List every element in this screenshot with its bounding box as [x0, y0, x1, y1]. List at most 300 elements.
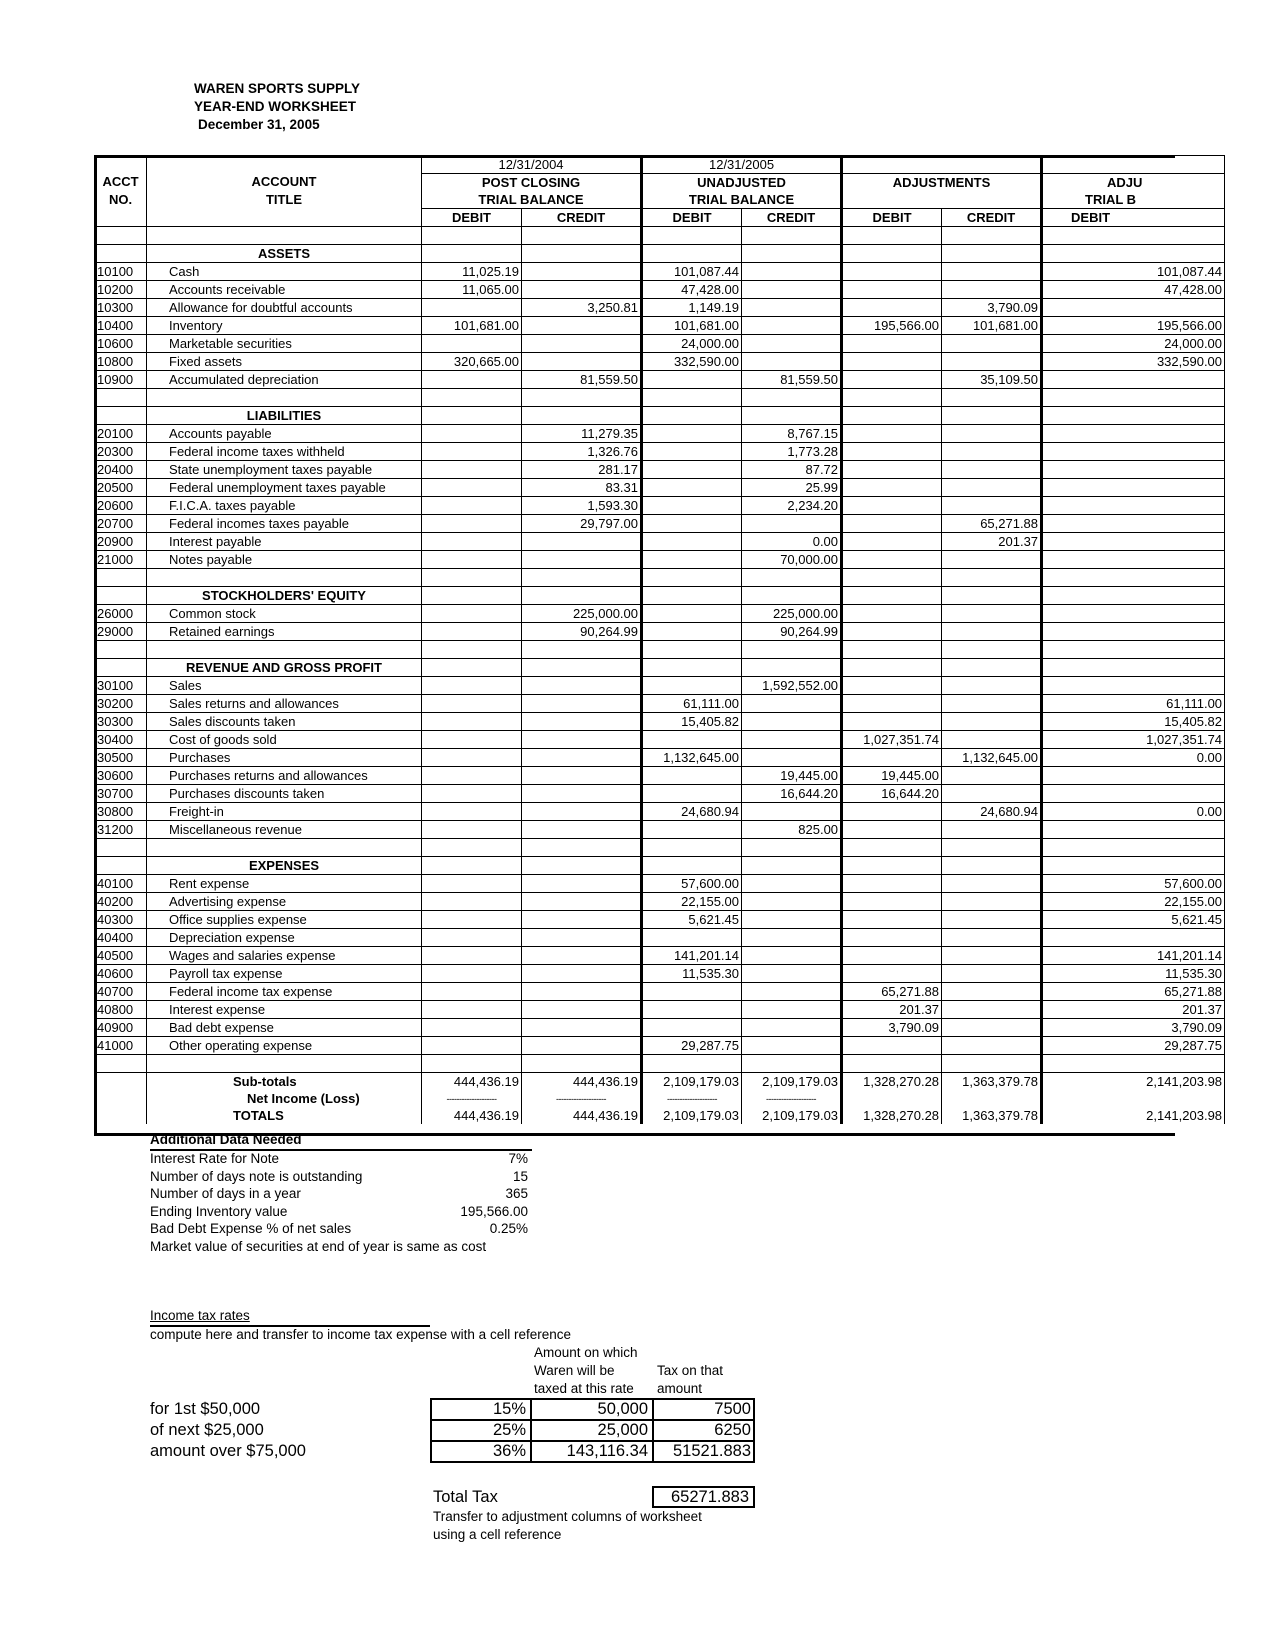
amount-cell-jd: 3,790.09 — [1042, 1019, 1225, 1037]
amount-cell-pcc: 444,436.19 — [522, 1073, 642, 1091]
amount-cell-ac — [942, 659, 1042, 677]
amount-cell-ud — [642, 461, 742, 479]
account-title-cell: Other operating expense — [147, 1037, 422, 1055]
worksheet-row — [95, 839, 1225, 857]
amount-cell-pcd — [422, 335, 522, 353]
amount-cell-ad — [842, 389, 942, 407]
account-title-cell: F.I.C.A. taxes payable — [147, 497, 422, 515]
amount-cell-ac: 35,109.50 — [942, 371, 1042, 389]
additional-data-label: Number of days note is outstanding — [150, 1168, 363, 1184]
amount-cell-uc — [742, 911, 842, 929]
amount-cell-uc: 1,592,552.00 — [742, 677, 842, 695]
worksheet-row — [95, 245, 1225, 263]
acct-no-cell: 30100 — [95, 677, 147, 695]
amount-cell-ac — [942, 929, 1042, 947]
amount-cell-pcc: 444,436.19 — [522, 1107, 642, 1124]
acct-no-cell: 21000 — [95, 551, 147, 569]
amount-cell-jd: 0.00 — [1042, 803, 1225, 821]
amount-cell-ad — [842, 911, 942, 929]
amount-cell-ad — [842, 713, 942, 731]
amount-cell-ud — [642, 407, 742, 425]
worksheet-row — [95, 713, 1225, 731]
amount-cell-ud — [642, 731, 742, 749]
amount-cell-pcd — [422, 659, 522, 677]
amount-cell-ac — [942, 857, 1042, 875]
amount-cell-uc: 0.00 — [742, 533, 842, 551]
amount-cell-ac: 24,680.94 — [942, 803, 1042, 821]
amount-cell-uc: 90,264.99 — [742, 623, 842, 641]
worksheet-row — [95, 1001, 1225, 1019]
amount-cell-pcc — [522, 803, 642, 821]
amount-cell-pcd — [422, 911, 522, 929]
worksheet-row — [95, 335, 1225, 353]
amount-cell-jd — [1042, 569, 1225, 587]
amount-cell-ad — [842, 1037, 942, 1055]
amount-cell-ud — [642, 569, 742, 587]
amount-cell-pcc — [522, 245, 642, 263]
amount-cell-ad — [842, 497, 942, 515]
amount-cell-uc — [742, 857, 842, 875]
worksheet-row — [95, 479, 1225, 497]
amount-cell-ac — [942, 227, 1042, 245]
amount-cell-ud — [642, 497, 742, 515]
amount-cell-pcc — [522, 407, 642, 425]
account-title-cell — [147, 1055, 422, 1073]
account-title-cell: Federal income tax expense — [147, 983, 422, 1001]
acct-no-cell: 31200 — [95, 821, 147, 839]
acct-no-cell: 40300 — [95, 911, 147, 929]
amount-cell-pcc — [522, 785, 642, 803]
amount-cell-ac — [942, 497, 1042, 515]
amount-cell-ac — [942, 983, 1042, 1001]
amount-cell-pcc — [522, 713, 642, 731]
amount-cell-jd — [1042, 659, 1225, 677]
amount-cell-uc: 2,234.20 — [742, 497, 842, 515]
amount-cell-ac — [942, 1019, 1042, 1037]
tax-col-header-2: amount — [657, 1381, 703, 1396]
unadjusted-date: 12/31/2005 — [642, 156, 842, 174]
amount-cell-ac — [942, 461, 1042, 479]
amount-cell-ac — [942, 1001, 1042, 1019]
amount-cell-pcc — [522, 983, 642, 1001]
report-title: YEAR-END WORKSHEET — [194, 99, 357, 114]
account-title-cell: Inventory — [147, 317, 422, 335]
amount-cell-pcc — [522, 569, 642, 587]
amount-cell-jd: 1,027,351.74 — [1042, 731, 1225, 749]
worksheet-row — [95, 533, 1225, 551]
account-title-cell: Accounts receivable — [147, 281, 422, 299]
worksheet-row — [95, 893, 1225, 911]
amount-cell-uc — [742, 749, 842, 767]
amount-cell-ad — [842, 839, 942, 857]
amount-cell-ud: 61,111.00 — [642, 695, 742, 713]
amount-cell-ac — [942, 389, 1042, 407]
amount-cell-ad — [842, 407, 942, 425]
amount-cell-pcc — [522, 911, 642, 929]
amount-cell-uc: 225,000.00 — [742, 605, 842, 623]
amount-cell-pcd — [422, 731, 522, 749]
amount-cell-jd — [1042, 425, 1225, 443]
amount-cell-pcd — [422, 425, 522, 443]
additional-data-value: 195,566.00 — [460, 1203, 528, 1219]
account-title-cell: Purchases — [147, 749, 422, 767]
taxable-amount: 143,116.34 — [566, 1442, 648, 1460]
amount-cell-jd: 15,405.82 — [1042, 713, 1225, 731]
amount-cell-pcc — [522, 227, 642, 245]
acct-no-cell: 29000 — [95, 623, 147, 641]
amount-cell-pcc — [522, 965, 642, 983]
amount-cell-jd — [1042, 515, 1225, 533]
amount-cell-jd — [1042, 641, 1225, 659]
atb-debit-header: DEBIT — [1042, 209, 1225, 227]
amount-cell-ac — [942, 479, 1042, 497]
acct-no-cell — [95, 407, 147, 425]
amount-cell-ad — [842, 299, 942, 317]
amount-cell-ac — [942, 875, 1042, 893]
amount-cell-ad — [842, 533, 942, 551]
amount-cell-ad — [842, 893, 942, 911]
amount-cell-ad — [842, 605, 942, 623]
amount-cell-jd — [1042, 821, 1225, 839]
amount-cell-pcc — [522, 389, 642, 407]
pc-debit-header: DEBIT — [422, 209, 522, 227]
account-title-cell: Accounts payable — [147, 425, 422, 443]
account-title-header-1: ACCOUNT — [147, 174, 422, 192]
account-title-cell: Marketable securities — [147, 335, 422, 353]
acct-no-cell: 20900 — [95, 533, 147, 551]
amount-cell-pcd — [422, 983, 522, 1001]
amount-cell-ud — [642, 677, 742, 695]
amount-cell-jd: 141,201.14 — [1042, 947, 1225, 965]
amount-cell-jd — [1042, 857, 1225, 875]
worksheet-row — [95, 587, 1225, 605]
amount-cell-ud: 11,535.30 — [642, 965, 742, 983]
amount-cell-uc — [742, 407, 842, 425]
amount-cell-uc — [742, 335, 842, 353]
account-title-cell: Purchases returns and allowances — [147, 767, 422, 785]
amount-cell-uc: 19,445.00 — [742, 767, 842, 785]
worksheet-row — [95, 389, 1225, 407]
acct-no-cell: 10200 — [95, 281, 147, 299]
account-title-cell — [147, 569, 422, 587]
worksheet-row — [95, 317, 1225, 335]
amount-cell-pcc: 1,593.30 — [522, 497, 642, 515]
amount-cell-pcc — [522, 767, 642, 785]
amount-cell-pcc — [522, 677, 642, 695]
acct-no-header-2: NO. — [95, 191, 147, 209]
tax-rate: 25% — [492, 1421, 526, 1439]
amount-cell-ud: 5,621.45 — [642, 911, 742, 929]
amount-cell-pcc — [522, 1001, 642, 1019]
amount-cell-pcd — [422, 587, 522, 605]
worksheet-row — [95, 641, 1225, 659]
amount-cell-pcc — [522, 317, 642, 335]
amount-cell-ud — [642, 767, 742, 785]
amount-cell-pcd — [422, 803, 522, 821]
amount-cell-uc — [742, 515, 842, 533]
amount-cell-ad — [842, 569, 942, 587]
additional-data-label: Bad Debt Expense % of net sales — [150, 1221, 352, 1237]
acct-no-cell — [95, 569, 147, 587]
amount-cell-ud: 332,590.00 — [642, 353, 742, 371]
acct-no-cell — [95, 1107, 147, 1124]
amount-cell-uc — [742, 965, 842, 983]
amount-cell-ud — [642, 425, 742, 443]
amount-cell-uc — [742, 389, 842, 407]
acct-no-cell — [95, 641, 147, 659]
acct-no-cell: 40200 — [95, 893, 147, 911]
taxable-amount: 25,000 — [597, 1421, 648, 1439]
amount-cell-uc — [742, 1055, 842, 1073]
amount-cell-pcc — [522, 1037, 642, 1055]
amount-cell-ac — [942, 785, 1042, 803]
amount-cell-pcd — [422, 299, 522, 317]
amount-cell-jd: 47,428.00 — [1042, 281, 1225, 299]
amount-cell-uc: 2,109,179.03 — [742, 1107, 842, 1124]
amount-cell-ad — [842, 353, 942, 371]
acct-no-cell — [95, 659, 147, 677]
amount-cell-uc: -------------------- — [742, 1090, 842, 1107]
amount-cell-ad — [842, 875, 942, 893]
amount-cell-jd — [1042, 1090, 1225, 1107]
amount-col-header-3: taxed at this rate — [534, 1381, 634, 1396]
post-closing-date: 12/31/2004 — [422, 156, 642, 174]
amount-cell-pcd: 11,025.19 — [422, 263, 522, 281]
account-title-cell: Purchases discounts taken — [147, 785, 422, 803]
account-title-cell: Depreciation expense — [147, 929, 422, 947]
amount-cell-pcc — [522, 875, 642, 893]
amount-cell-ad — [842, 929, 942, 947]
amount-cell-ud — [642, 479, 742, 497]
additional-data-value: 0.25% — [489, 1221, 528, 1237]
amount-cell-pcd: 444,436.19 — [422, 1107, 522, 1124]
acct-no-cell: 30500 — [95, 749, 147, 767]
amount-cell-ad: 16,644.20 — [842, 785, 942, 803]
worksheet-row — [95, 461, 1225, 479]
account-title-cell: Accumulated depreciation — [147, 371, 422, 389]
adj-debit-header: DEBIT — [842, 209, 942, 227]
amount-cell-ac — [942, 353, 1042, 371]
amount-cell-pcd — [422, 479, 522, 497]
worksheet-row — [95, 569, 1225, 587]
total-label: Sub-totals — [147, 1073, 422, 1091]
amount-cell-ac — [942, 245, 1042, 263]
amount-cell-ac — [942, 569, 1042, 587]
amount-cell-ac — [942, 1037, 1042, 1055]
amount-cell-jd — [1042, 929, 1225, 947]
tax-rate: 36% — [492, 1442, 526, 1460]
adjusted-header-2: TRIAL B — [1042, 191, 1225, 209]
amount-cell-ad: 1,027,351.74 — [842, 731, 942, 749]
worksheet-row — [95, 695, 1225, 713]
amount-cell-ud — [642, 443, 742, 461]
worksheet-row — [95, 749, 1225, 767]
amount-cell-jd: 2,141,203.98 — [1042, 1107, 1225, 1124]
worksheet-row — [95, 1055, 1225, 1073]
acct-no-cell: 20300 — [95, 443, 147, 461]
additional-data-label: Market value of securities at end of year is same as cost — [150, 1239, 487, 1254]
amount-cell-uc — [742, 317, 842, 335]
amount-cell-uc — [742, 1037, 842, 1055]
income-tax-title: Income tax rates — [150, 1308, 250, 1323]
amount-cell-jd: 11,535.30 — [1042, 965, 1225, 983]
amount-cell-jd: 2,141,203.98 — [1042, 1073, 1225, 1091]
worksheet — [94, 155, 1223, 1136]
amount-cell-ud — [642, 389, 742, 407]
acct-no-cell: 40600 — [95, 965, 147, 983]
worksheet-row — [95, 857, 1225, 875]
acct-no-cell: 40100 — [95, 875, 147, 893]
amount-cell-pcd — [422, 407, 522, 425]
amount-cell-jd — [1042, 299, 1225, 317]
amount-cell-ac — [942, 821, 1042, 839]
amount-cell-ac: 201.37 — [942, 533, 1042, 551]
section-heading: STOCKHOLDERS' EQUITY — [147, 587, 422, 605]
amount-cell-pcc — [522, 857, 642, 875]
amount-cell-ud: 101,681.00 — [642, 317, 742, 335]
tax-bracket-label: amount over $75,000 — [150, 1442, 306, 1460]
amount-cell-uc — [742, 1001, 842, 1019]
amount-cell-pcd — [422, 1037, 522, 1055]
worksheet-row — [95, 227, 1225, 245]
amount-cell-ud: 141,201.14 — [642, 947, 742, 965]
worksheet-row — [95, 821, 1225, 839]
worksheet-row — [95, 299, 1225, 317]
amount-cell-pcd — [422, 875, 522, 893]
additional-data-label: Interest Rate for Note — [150, 1151, 280, 1166]
amount-cell-pcd: 101,681.00 — [422, 317, 522, 335]
amount-cell-ac — [942, 1055, 1042, 1073]
account-title-cell — [147, 641, 422, 659]
worksheet-row — [95, 353, 1225, 371]
worksheet-row — [95, 263, 1225, 281]
amount-cell-ac — [942, 911, 1042, 929]
amount-cell-jd — [1042, 461, 1225, 479]
post-closing-header-1: POST CLOSING — [422, 174, 642, 192]
amount-cell-pcd: 320,665.00 — [422, 353, 522, 371]
amount-cell-uc — [742, 281, 842, 299]
amount-cell-ud — [642, 605, 742, 623]
amount-cell-ud: 2,109,179.03 — [642, 1107, 742, 1124]
worksheet-row — [95, 371, 1225, 389]
account-title-cell: Office supplies expense — [147, 911, 422, 929]
amount-cell-uc: 25.99 — [742, 479, 842, 497]
account-title-cell: Allowance for doubtful accounts — [147, 299, 422, 317]
amount-cell-pcc: 225,000.00 — [522, 605, 642, 623]
amount-cell-pcc — [522, 551, 642, 569]
amount-cell-uc — [742, 803, 842, 821]
amount-cell-pcc — [522, 731, 642, 749]
amount-cell-pcc — [522, 929, 642, 947]
amount-cell-jd — [1042, 443, 1225, 461]
worksheet-row — [95, 623, 1225, 641]
adjusted-header-1: ADJU — [1042, 174, 1225, 192]
amount-cell-ad — [842, 227, 942, 245]
account-title-cell: Miscellaneous revenue — [147, 821, 422, 839]
amount-cell-ad — [842, 479, 942, 497]
amount-cell-ud — [642, 821, 742, 839]
amount-cell-uc: 2,109,179.03 — [742, 1073, 842, 1091]
amount-cell-jd: 22,155.00 — [1042, 893, 1225, 911]
amount-cell-uc — [742, 641, 842, 659]
amount-cell-ad — [842, 695, 942, 713]
taxable-amount: 50,000 — [597, 1400, 648, 1418]
amount-cell-ad: 1,328,270.28 — [842, 1107, 942, 1124]
account-title-cell: Advertising expense — [147, 893, 422, 911]
tax-amount: 51521.883 — [673, 1442, 751, 1460]
amount-cell-ac — [942, 605, 1042, 623]
report-date: December 31, 2005 — [198, 117, 320, 132]
amount-cell-ad — [842, 1055, 942, 1073]
amount-cell-pcd — [422, 713, 522, 731]
amount-cell-pcc — [522, 893, 642, 911]
amount-cell-jd: 101,087.44 — [1042, 263, 1225, 281]
amount-cell-ud: 22,155.00 — [642, 893, 742, 911]
amount-col-header-2: Waren will be — [534, 1363, 615, 1378]
acct-no-cell — [95, 227, 147, 245]
amount-cell-ad — [842, 803, 942, 821]
total-tax-value: 65271.883 — [652, 1486, 755, 1508]
amount-cell-jd: 65,271.88 — [1042, 983, 1225, 1001]
amount-cell-uc — [742, 587, 842, 605]
amount-cell-ac — [942, 893, 1042, 911]
amount-cell-uc — [742, 659, 842, 677]
amount-cell-uc — [742, 875, 842, 893]
amount-cell-ac — [942, 425, 1042, 443]
amount-cell-pcd — [422, 749, 522, 767]
amount-cell-uc — [742, 713, 842, 731]
amount-cell-pcd — [422, 677, 522, 695]
amount-cell-uc — [742, 227, 842, 245]
amount-cell-uc — [742, 263, 842, 281]
amount-cell-pcd — [422, 965, 522, 983]
amount-cell-jd — [1042, 587, 1225, 605]
amount-cell-pcc — [522, 641, 642, 659]
tax-bracket-label: of next $25,000 — [150, 1421, 264, 1439]
amount-cell-ad — [842, 659, 942, 677]
amount-cell-uc: 81,559.50 — [742, 371, 842, 389]
amount-cell-ad — [842, 371, 942, 389]
amount-cell-ud: 1,149.19 — [642, 299, 742, 317]
transfer-note-1: Transfer to adjustment columns of worksheet — [433, 1509, 702, 1524]
worksheet-row — [95, 497, 1225, 515]
section-heading: EXPENSES — [147, 857, 422, 875]
amount-cell-jd — [1042, 389, 1225, 407]
amount-cell-pcd — [422, 821, 522, 839]
amount-cell-pcd — [422, 623, 522, 641]
worksheet-row — [95, 677, 1225, 695]
amount-cell-ac: 101,681.00 — [942, 317, 1042, 335]
worksheet-row — [95, 1019, 1225, 1037]
amount-cell-pcc — [522, 821, 642, 839]
amount-cell-uc — [742, 983, 842, 1001]
amount-cell-jd: 0.00 — [1042, 749, 1225, 767]
amount-cell-jd — [1042, 479, 1225, 497]
acct-no-cell: 30400 — [95, 731, 147, 749]
worksheet-row — [95, 785, 1225, 803]
tax-amount: 7500 — [714, 1400, 751, 1418]
amount-cell-ac — [942, 407, 1042, 425]
amount-cell-ud: 15,405.82 — [642, 713, 742, 731]
amount-cell-pcc — [522, 749, 642, 767]
additional-data-value: 7% — [508, 1151, 528, 1166]
amount-cell-ad — [842, 335, 942, 353]
amount-cell-ud: 24,000.00 — [642, 335, 742, 353]
amount-cell-ac — [942, 623, 1042, 641]
amount-cell-ad — [842, 587, 942, 605]
amount-cell-pcd — [422, 857, 522, 875]
amount-cell-ac — [942, 641, 1042, 659]
